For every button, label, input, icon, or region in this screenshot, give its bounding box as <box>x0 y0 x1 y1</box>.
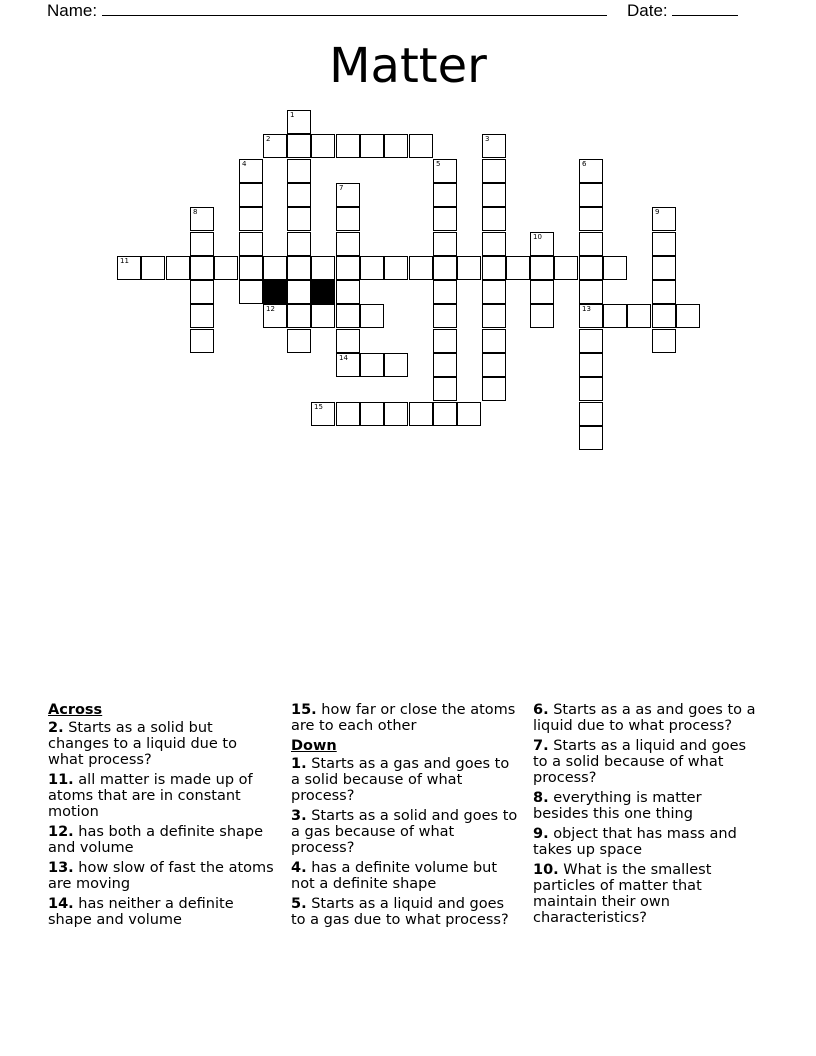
grid-cell[interactable] <box>433 377 457 401</box>
clue-num: 11. <box>48 772 74 788</box>
grid-cell[interactable] <box>190 207 214 231</box>
clue-text: What is the smallest particles of matter that maintain their own characteristics? <box>533 862 712 926</box>
grid-cell[interactable] <box>433 232 457 256</box>
crossword-grid <box>0 0 816 470</box>
clue-column-2 <box>291 702 519 932</box>
clue-text: Starts as a liquid and goes to a gas due to what process? <box>291 896 509 928</box>
grid-cell[interactable] <box>433 329 457 353</box>
grid-cell[interactable] <box>457 256 481 280</box>
clue-num: 14. <box>48 896 74 912</box>
date-label: Date: <box>627 1 668 20</box>
grid-cell[interactable] <box>239 232 263 256</box>
grid-cell[interactable] <box>530 304 554 328</box>
clue-text: object that has mass and takes up space <box>533 826 737 858</box>
grid-cell[interactable] <box>433 280 457 304</box>
grid-cell[interactable] <box>117 256 141 280</box>
grid-cell[interactable] <box>579 377 603 401</box>
grid-cell[interactable] <box>336 280 360 304</box>
clue-number: 5 <box>436 160 441 168</box>
grid-cell[interactable] <box>482 134 506 158</box>
grid-cell[interactable] <box>190 232 214 256</box>
clue-num: 5. <box>291 896 307 912</box>
grid-cell[interactable] <box>336 183 360 207</box>
grid-cell[interactable] <box>336 256 360 280</box>
clue-number: 14 <box>339 354 348 362</box>
grid-cell[interactable] <box>652 280 676 304</box>
grid-cell[interactable] <box>652 207 676 231</box>
grid-cell[interactable] <box>433 256 457 280</box>
clue-text: Starts as a liquid and goes to a solid because of what process? <box>533 738 747 786</box>
grid-cell[interactable] <box>360 134 384 158</box>
clue-num: 6. <box>533 702 549 718</box>
clue-text: has both a definite shape and volume <box>48 824 264 856</box>
grid-cell[interactable] <box>579 207 603 231</box>
grid-cell[interactable] <box>287 304 311 328</box>
clue-number: 9 <box>655 208 660 216</box>
clue-text: everything is matter besides this one thing <box>533 790 702 822</box>
grid-cell[interactable] <box>409 134 433 158</box>
grid-cell[interactable] <box>482 183 506 207</box>
grid-cell[interactable] <box>482 280 506 304</box>
clue-item <box>533 826 761 858</box>
grid-cell[interactable] <box>627 304 651 328</box>
clue-item <box>291 756 519 804</box>
grid-cell[interactable] <box>263 304 287 328</box>
grid-cell[interactable] <box>336 232 360 256</box>
grid-cell[interactable] <box>384 134 408 158</box>
black-cell <box>311 280 335 304</box>
clue-text: has neither a definite shape and volume <box>48 896 234 928</box>
grid-cell[interactable] <box>239 207 263 231</box>
clue-num: 8. <box>533 790 549 806</box>
grid-cell[interactable] <box>336 353 360 377</box>
grid-cell[interactable] <box>409 256 433 280</box>
grid-cell[interactable] <box>287 207 311 231</box>
grid-cell[interactable] <box>384 402 408 426</box>
name-label: Name: <box>47 1 98 20</box>
clue-text: how far or close the atoms are to each other <box>291 702 516 734</box>
grid-cell[interactable] <box>482 304 506 328</box>
grid-cell[interactable] <box>579 329 603 353</box>
clue-text: Starts as a solid but changes to a liquid due to what process? <box>48 720 237 768</box>
clue-num: 2. <box>48 720 64 736</box>
clue-num: 7. <box>533 738 549 754</box>
grid-cell[interactable] <box>190 304 214 328</box>
grid-cell[interactable] <box>652 232 676 256</box>
clue-number: 10 <box>533 233 542 241</box>
grid-cell[interactable] <box>287 232 311 256</box>
section-heading-down: Down <box>291 738 337 754</box>
clue-num: 15. <box>291 702 317 718</box>
grid-cell[interactable] <box>360 304 384 328</box>
grid-cell[interactable] <box>530 256 554 280</box>
clue-item <box>48 772 276 820</box>
clue-item <box>291 896 519 928</box>
grid-cell[interactable] <box>433 207 457 231</box>
grid-cell[interactable] <box>652 256 676 280</box>
clue-number: 8 <box>193 208 198 216</box>
black-cell <box>263 280 287 304</box>
grid-cell[interactable] <box>190 256 214 280</box>
grid-cell[interactable] <box>579 402 603 426</box>
grid-cell[interactable] <box>190 280 214 304</box>
section-heading-across: Across <box>48 702 103 718</box>
clue-text: all matter is made up of atoms that are in constant motion <box>48 772 253 820</box>
clue-item <box>533 862 761 926</box>
grid-cell[interactable] <box>579 159 603 183</box>
grid-cell[interactable] <box>190 329 214 353</box>
grid-cell[interactable] <box>336 402 360 426</box>
grid-cell[interactable] <box>579 183 603 207</box>
grid-cell[interactable] <box>311 256 335 280</box>
clue-item <box>48 896 276 928</box>
grid-cell[interactable] <box>482 256 506 280</box>
grid-cell[interactable] <box>263 256 287 280</box>
grid-cell[interactable] <box>166 256 190 280</box>
grid-cell[interactable] <box>311 304 335 328</box>
clue-text: Starts as a solid and goes to a gas because of what process? <box>291 808 518 856</box>
grid-cell[interactable] <box>433 304 457 328</box>
clue-item <box>48 860 276 892</box>
grid-cell[interactable] <box>652 329 676 353</box>
clue-number: 1 <box>290 111 295 119</box>
clue-number: 11 <box>120 257 129 265</box>
clue-num: 13. <box>48 860 74 876</box>
grid-cell[interactable] <box>579 232 603 256</box>
clue-num: 12. <box>48 824 74 840</box>
clue-number: 6 <box>582 160 587 168</box>
clue-number: 12 <box>266 305 275 313</box>
clue-number: 2 <box>266 135 271 143</box>
grid-cell[interactable] <box>287 256 311 280</box>
grid-cell[interactable] <box>239 256 263 280</box>
grid-cell[interactable] <box>287 280 311 304</box>
clue-item <box>533 738 761 786</box>
grid-cell[interactable] <box>311 402 335 426</box>
grid-cell[interactable] <box>336 329 360 353</box>
clue-num: 10. <box>533 862 559 878</box>
grid-cell[interactable] <box>554 256 578 280</box>
grid-cell[interactable] <box>239 280 263 304</box>
grid-cell[interactable] <box>214 256 238 280</box>
clue-text: Starts as a as and goes to a liquid due to what process? <box>533 702 756 734</box>
grid-cell[interactable] <box>530 280 554 304</box>
clue-num: 3. <box>291 808 307 824</box>
grid-cell[interactable] <box>336 207 360 231</box>
clue-number: 15 <box>314 403 323 411</box>
grid-cell[interactable] <box>360 256 384 280</box>
grid-cell[interactable] <box>360 402 384 426</box>
grid-cell[interactable] <box>603 304 627 328</box>
grid-cell[interactable] <box>311 134 335 158</box>
grid-cell[interactable] <box>603 256 627 280</box>
clue-column-1 <box>48 702 276 932</box>
grid-cell[interactable] <box>336 304 360 328</box>
grid-cell[interactable] <box>287 329 311 353</box>
clue-text: Starts as a gas and goes to a solid because of what process? <box>291 756 510 804</box>
clue-num: 1. <box>291 756 307 772</box>
grid-cell[interactable] <box>579 426 603 450</box>
grid-cell[interactable] <box>579 256 603 280</box>
clue-text: how slow of fast the atoms are moving <box>48 860 274 892</box>
grid-cell[interactable] <box>433 353 457 377</box>
clue-number: 13 <box>582 305 591 313</box>
grid-cell[interactable] <box>287 134 311 158</box>
grid-cell[interactable] <box>506 256 530 280</box>
clue-num: 9. <box>533 826 549 842</box>
clue-item <box>291 702 519 734</box>
grid-cell[interactable] <box>384 353 408 377</box>
grid-cell[interactable] <box>676 304 700 328</box>
grid-cell[interactable] <box>652 304 676 328</box>
grid-cell[interactable] <box>239 183 263 207</box>
grid-cell[interactable] <box>287 183 311 207</box>
grid-cell[interactable] <box>482 232 506 256</box>
grid-cell[interactable] <box>579 304 603 328</box>
grid-cell[interactable] <box>360 353 384 377</box>
grid-cell[interactable] <box>579 280 603 304</box>
grid-cell[interactable] <box>482 207 506 231</box>
clue-number: 4 <box>242 160 247 168</box>
clue-number: 3 <box>485 135 490 143</box>
page-title: Matter <box>329 38 487 94</box>
grid-cell[interactable] <box>263 134 287 158</box>
grid-cell[interactable] <box>384 256 408 280</box>
grid-cell[interactable] <box>433 402 457 426</box>
grid-cell[interactable] <box>239 159 263 183</box>
grid-cell[interactable] <box>409 402 433 426</box>
grid-cell[interactable] <box>433 159 457 183</box>
grid-cell[interactable] <box>530 232 554 256</box>
clue-text: has a definite volume but not a definite shape <box>291 860 498 892</box>
grid-cell[interactable] <box>433 183 457 207</box>
grid-cell[interactable] <box>482 159 506 183</box>
clue-item <box>48 720 276 768</box>
clue-item <box>291 860 519 892</box>
grid-cell[interactable] <box>457 402 481 426</box>
grid-cell[interactable] <box>482 329 506 353</box>
clue-item <box>291 808 519 856</box>
grid-cell[interactable] <box>287 110 311 134</box>
clue-item <box>48 824 276 856</box>
clue-item <box>533 790 761 822</box>
clue-num: 4. <box>291 860 307 876</box>
clue-column-3 <box>533 702 761 930</box>
grid-cell[interactable] <box>287 159 311 183</box>
grid-cell[interactable] <box>141 256 165 280</box>
grid-cell[interactable] <box>482 353 506 377</box>
grid-cell[interactable] <box>579 353 603 377</box>
grid-cell[interactable] <box>482 377 506 401</box>
grid-cell[interactable] <box>336 134 360 158</box>
clue-number: 7 <box>339 184 344 192</box>
clue-item <box>533 702 761 734</box>
